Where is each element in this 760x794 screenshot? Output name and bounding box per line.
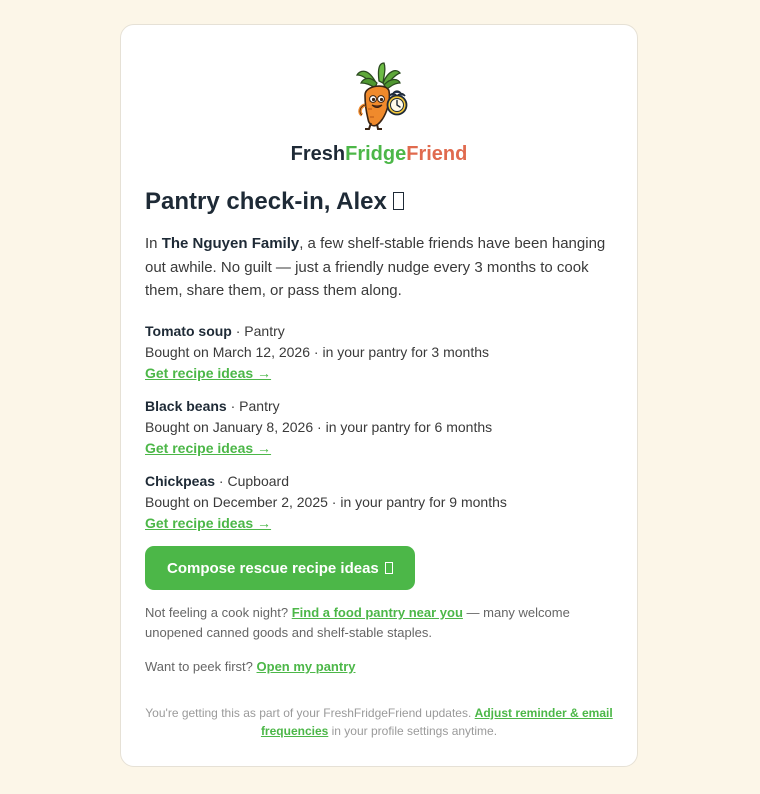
item-name: Black beans (145, 398, 227, 414)
emoji-placeholder-icon (393, 192, 404, 210)
brand-friend: Friend (406, 143, 468, 165)
food-pantry-note: Not feeling a cook night? Find a food pantry near you — many welcome unopened canned goods and shelf-stable staples. (145, 605, 570, 640)
intro-prefix: In (145, 235, 162, 252)
item-location: Pantry (244, 323, 285, 339)
item-duration: in your pantry for 9 months (340, 494, 507, 510)
email-card (120, 24, 638, 767)
item-location: Cupboard (227, 473, 289, 489)
household-name: The Nguyen Family (161, 235, 300, 252)
open-my-pantry-link[interactable]: Open my pantry (256, 659, 356, 674)
item-duration: in your pantry for 3 months (322, 344, 489, 360)
pantry-item: Tomato soup · Pantry Bought on March 12, 2026 · in your pantry for 3 months Get recipe ideas → (145, 321, 615, 396)
item-bought-date: Bought on December 2, 2025 (145, 494, 328, 510)
brand-fresh: Fresh (290, 143, 346, 165)
brand-wordmark (121, 142, 637, 166)
emoji-placeholder-icon (385, 562, 393, 574)
item-name: Chickpeas (145, 473, 216, 489)
page-title (145, 187, 404, 217)
intro-text: , a few shelf-stable friends have been hanging out awhile. No guilt — just a friendly nudge every 3 months to cook them, share them, or pass them along. (145, 235, 606, 300)
cta-label: Compose rescue recipe ideas (167, 559, 379, 577)
intro-paragraph (145, 232, 613, 303)
get-recipe-ideas-link[interactable]: Get recipe ideas → (145, 515, 272, 531)
greeting-text: Pantry check-in, Alex (145, 188, 387, 215)
item-duration: in your pantry for 6 months (325, 419, 493, 435)
item-bought-date: Bought on March 12, 2026 (145, 344, 311, 360)
item-name: Tomato soup (145, 323, 232, 339)
peek-note: Want to peek first? Open my pantry (145, 659, 356, 674)
get-recipe-ideas-link[interactable]: Get recipe ideas → (145, 440, 272, 456)
find-food-pantry-link[interactable]: Find a food pantry near you (291, 605, 463, 620)
pantry-item: Chickpeas · Cupboard Bought on December 2, 2025 · in your pantry for 9 months Get recipe ideas → (145, 471, 615, 546)
pantry-item-list (145, 321, 615, 546)
pantry-item: Black beans · Pantry Bought on January 8, 2026 · in your pantry for 6 months Get recipe ideas → (145, 396, 615, 471)
get-recipe-ideas-link[interactable]: Get recipe ideas → (145, 365, 272, 381)
item-bought-date: Bought on January 8, 2026 (145, 419, 314, 435)
adjust-frequencies-link[interactable]: Adjust reminder & email frequencies (260, 706, 613, 738)
carrot-clock-logo-icon (353, 61, 411, 131)
brand-fridge: Fridge (345, 143, 407, 165)
item-location: Pantry (239, 398, 280, 414)
compose-rescue-recipes-button[interactable] (145, 546, 415, 590)
footer-note: You're getting this as part of your FreshFridgeFriend updates. Adjust reminder & email frequencies in your profile settings anytime. (145, 706, 613, 738)
